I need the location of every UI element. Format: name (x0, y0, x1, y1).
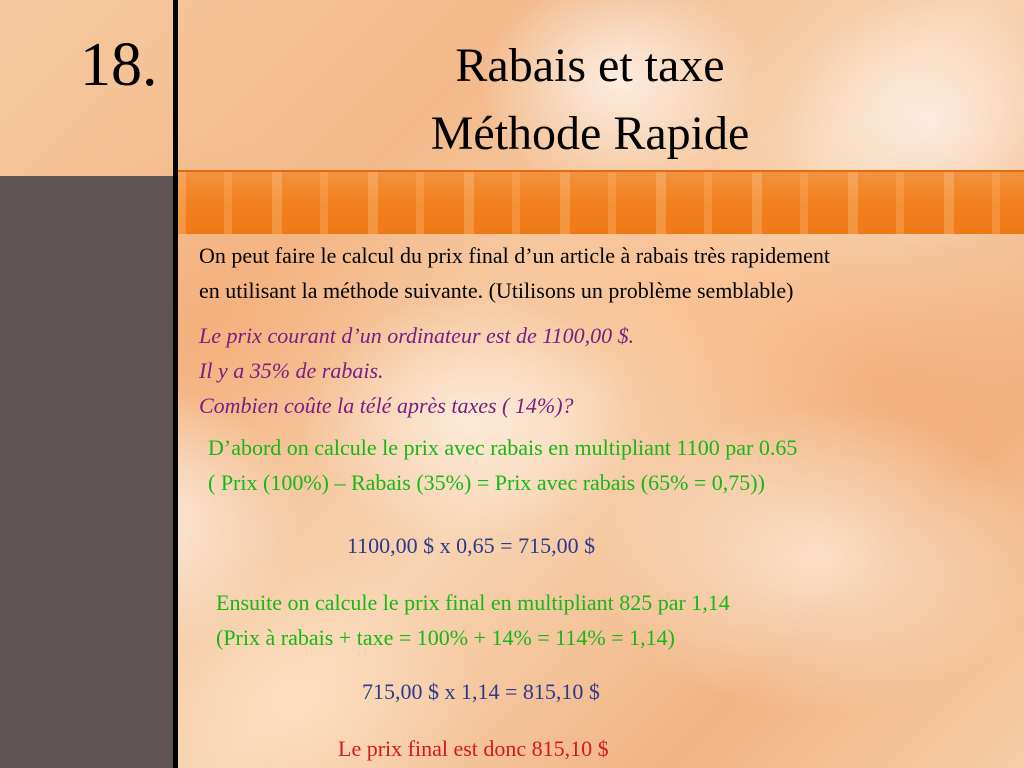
slide-title-line1: Rabais et taxe (455, 39, 725, 92)
step1-calculation: 1100,00 $ x 0,65 = 715,00 $ (347, 533, 596, 558)
intro-line1: On peut faire le calcul du prix final d’un article à rabais très rapidement (199, 243, 831, 268)
step2-line1: Ensuite on calcule le prix final en multipliant 825 par 1,14 (216, 590, 730, 615)
problem-line1: Le prix courant d’un ordinateur est de 1100,00 $. (199, 323, 635, 348)
step1-line1: D’abord on calcule le prix avec rabais en multipliant 1100 par 0.65 (208, 435, 798, 460)
step1-line2: ( Prix (100%) – Rabais (35%) = Prix avec rabais (65% = 0,75)) (208, 470, 765, 495)
slide-title-line2: Méthode Rapide (430, 107, 750, 160)
step2-calculation: 715,00 $ x 1,14 = 815,10 $ (362, 679, 600, 704)
vertical-divider (173, 0, 178, 768)
header-band (176, 172, 1024, 234)
step2-line2: (Prix à rabais + taxe = 100% + 14% = 114% = 1,14) (216, 625, 675, 650)
intro-line2: en utilisant la méthode suivante. (Utilisons un problème semblable) (199, 278, 794, 303)
problem-line3: Combien coûte la télé après taxes ( 14%)? (199, 393, 574, 418)
conclusion: Le prix final est donc 815,10 $ (338, 736, 609, 761)
slide-number: 18. (80, 31, 158, 99)
side-panel (0, 176, 176, 768)
problem-line2: Il y a 35% de rabais. (199, 358, 384, 383)
